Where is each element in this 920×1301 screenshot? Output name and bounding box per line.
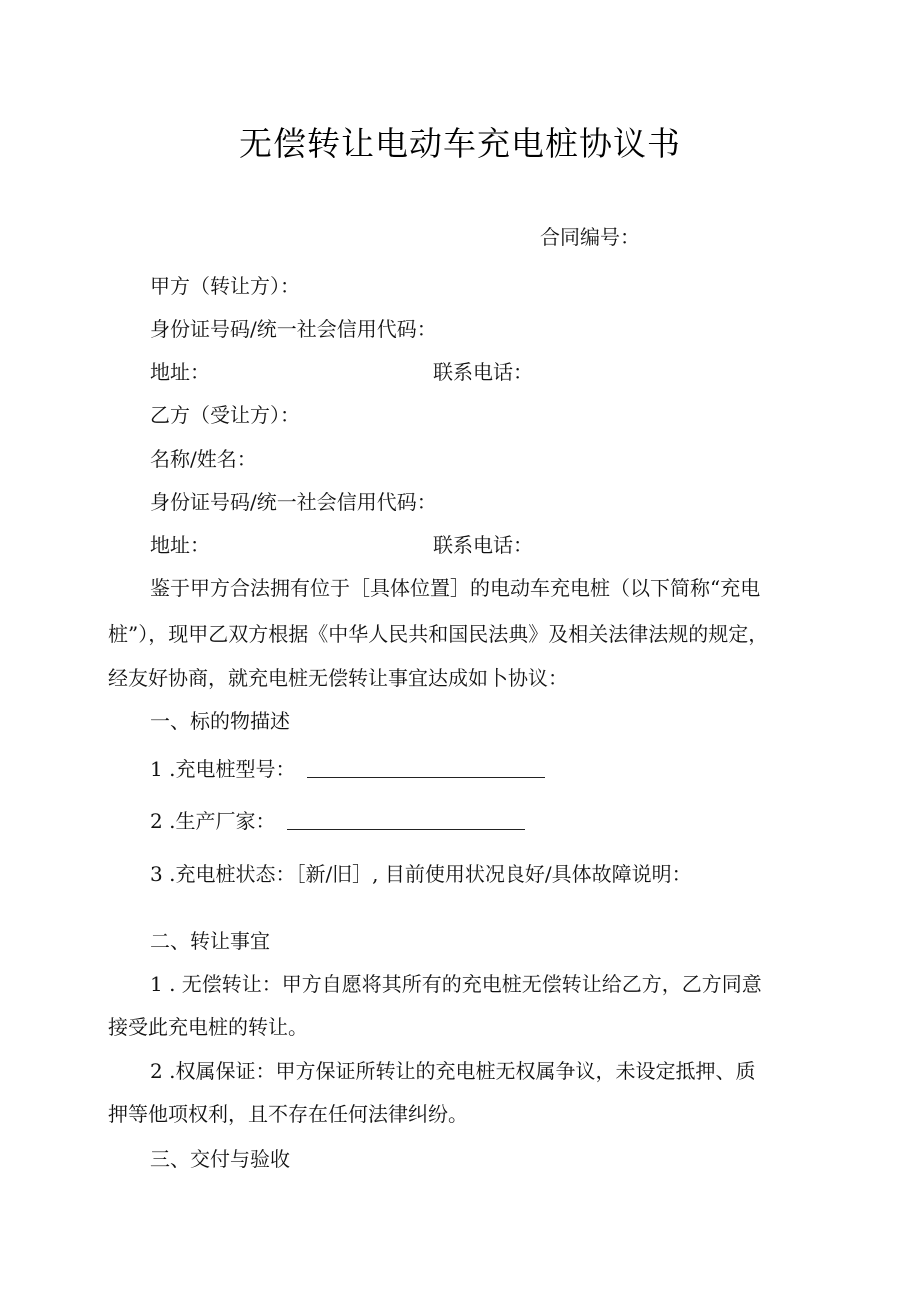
party-a-label: 甲方（转让方）： bbox=[150, 274, 300, 298]
charger-model-label: 1 .充电桩型号： bbox=[150, 757, 296, 781]
party-a-id-label: 身份证号码/统一社会信用代码： bbox=[150, 317, 437, 341]
charger-model-blank bbox=[307, 757, 545, 778]
section-1-item-3: 3 .充电桩状态：［新/旧］, 目前使用状况良好/具体故障说明： bbox=[150, 862, 692, 886]
section-1-item-1 bbox=[150, 755, 545, 783]
preamble-line-2: 桩”），现甲乙双方根据《中华人民共和国民法典》及相关法律法规的规定， bbox=[108, 622, 769, 646]
manufacturer-blank bbox=[287, 809, 525, 830]
document-title: 无偿转让电动车充电桩协议书 bbox=[239, 124, 681, 163]
preamble-line-3: 经友好协商，就充电桩无偿转让事宜达成如卜协议： bbox=[108, 666, 568, 690]
party-b-phone-label: 联系电话： bbox=[433, 533, 533, 557]
section-2-item-1-line-1: 1 . 无偿转让：甲方自愿将其所有的充电桩无偿转让给乙方，乙方同意 bbox=[150, 972, 762, 996]
contract-number-label: 合同编号： bbox=[540, 225, 640, 249]
section-2-item-2-line-2: 押等他项权利，且不存在任何法律纠纷。 bbox=[108, 1102, 468, 1126]
party-b-id-label: 身份证号码/统一社会信用代码： bbox=[150, 490, 437, 514]
party-a-address-label: 地址： bbox=[150, 360, 210, 384]
section-2-item-2-line-1: 2 .权属保证：甲方保证所转让的充电桩无权属争议，未设定抵押、质 bbox=[150, 1059, 756, 1083]
section-2-heading: 二、转让事宜 bbox=[150, 929, 270, 953]
party-b-name-label: 名称/姓名： bbox=[150, 447, 257, 471]
section-1-heading: 一、标的物描述 bbox=[150, 709, 290, 733]
manufacturer-label: 2 .生产厂家： bbox=[150, 809, 276, 833]
party-b-address-label: 地址： bbox=[150, 533, 210, 557]
section-3-heading: 三、交付与验收 bbox=[150, 1147, 290, 1171]
party-b-label: 乙方（受让方）： bbox=[150, 403, 300, 427]
section-1-item-2 bbox=[150, 807, 525, 835]
section-2-item-1-line-2: 接受此充电桩的转让。 bbox=[108, 1015, 308, 1039]
party-a-phone-label: 联系电话： bbox=[433, 360, 533, 384]
preamble-line-1: 鉴于甲方合法拥有位于［具体位置］的电动车充电桩（以下简称“充电 bbox=[150, 576, 761, 600]
